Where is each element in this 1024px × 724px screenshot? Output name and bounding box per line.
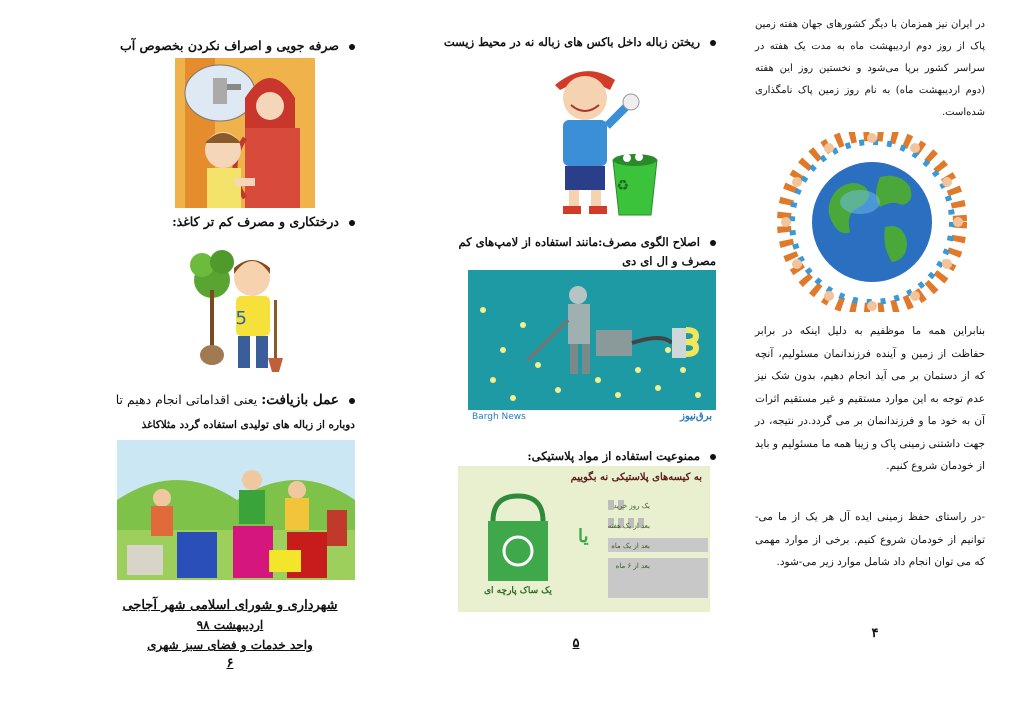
bullet-trash-bins xyxy=(436,32,716,52)
bullet-text: ممنوعیت استفاده از مواد پلاستیکی: xyxy=(527,449,700,463)
bag-row-label: بعد از یک هفته xyxy=(607,522,650,530)
bullet-consumption-pattern xyxy=(436,232,716,252)
bullet-dot xyxy=(349,44,355,50)
left-panel xyxy=(100,0,360,724)
plastic-bag-infographic xyxy=(458,466,710,612)
bag-caption: یک ساک پارچه ای xyxy=(484,586,552,596)
recycling-illustration xyxy=(117,440,355,580)
footer-date-text: اردیبهشت ۹۸ xyxy=(196,618,264,632)
bullet-dot xyxy=(710,454,716,460)
bullet-recycling xyxy=(95,390,355,410)
lamp-caption-en: Bargh News xyxy=(472,412,526,422)
bag-row-label: بعد از ۶ ماه xyxy=(615,562,650,570)
page-number-right: ۴ xyxy=(871,626,879,641)
bag-timeline xyxy=(608,496,650,576)
bullet-text: درختکاری و مصرف کم تر کاغذ: xyxy=(172,214,339,229)
bullet-dot xyxy=(349,220,355,226)
page-number-text: ۶ xyxy=(226,656,234,671)
footer-organization-text: شهرداری و شورای اسلامی شهر آجاجی xyxy=(122,598,338,613)
bullet-dot xyxy=(349,398,355,404)
page-number-text: ۵ xyxy=(572,636,580,651)
responsibility-paragraph: بنابراین همه ما موظفیم به دلیل اینکه در برابر حفاظت از زمین و آینده فرزندانمان مسئولیم، آنچه که از دستمان بر می آید انجام دهیم، بدون شک نیز عدم توجه به این موارد مستقیم و غیر مستقیم اثرات آن به خود ما و فرزندانمان بر می گردد.در نتیجه، در جهت داشتنی زمینی پاک و زیبا همه ما مسئولیم و باید از خودمان شروع کنیم. xyxy=(755,325,985,472)
bag-row-label: بعد از یک ماه xyxy=(611,542,650,550)
right-panel xyxy=(755,0,995,724)
page-number-left xyxy=(100,656,360,671)
energy-saving-lamp-illustration xyxy=(468,270,716,428)
bullet-plastic-ban xyxy=(436,446,716,466)
earth-children-illustration xyxy=(775,132,970,312)
svg-text:5: 5 xyxy=(235,308,247,329)
tree-planting-illustration xyxy=(190,240,290,380)
bag-or-text: یا xyxy=(578,526,589,547)
footer-date xyxy=(100,618,360,632)
bullet-text: یعنی اقداماتی انجام دهیم تا xyxy=(115,392,262,407)
middle-panel xyxy=(440,0,730,724)
bullet-text: اصلاح الگوی مصرف:مانند استفاده از لامپ‌های کم xyxy=(458,235,700,249)
recycling-description: دوباره از زباله های تولیدی استفاده گردد مثلاکاغذ xyxy=(141,419,355,431)
footer-organization xyxy=(100,598,360,613)
bullet-dot xyxy=(710,40,716,46)
water-saving-illustration xyxy=(175,58,315,208)
bag-header: به کیسه‌های پلاستیکی نه بگوییم xyxy=(570,472,702,483)
lamp-caption: برق‌نیوز xyxy=(680,411,712,422)
bullet-consumption-pattern-line2: مصرف و ال ای دی xyxy=(622,254,716,268)
svg-text:♻: ♻ xyxy=(616,178,629,194)
lamp-caption-bar xyxy=(468,410,716,428)
bullet-dot xyxy=(710,240,716,246)
bullet-text: صرفه جویی و اصراف نکردن بخصوص آب xyxy=(119,38,339,53)
footer-unit-text: واحد خدمات و فضای سبز شهری xyxy=(147,638,313,652)
bullet-text: ریختن زباله داخل باکس های زباله نه در محیط زیست xyxy=(443,35,700,49)
intro-paragraph: در ایران نیز همزمان با دیگر کشورهای جهان هفته زمین پاک از روز دوم اردیبهشت ماه به مدت یک هفته در سراسر کشور برپا می‌شود و نخستین روز این هفته (دوم اردیبهشت ماه) به نام روز زمین پاک نامگذاری شده‌است. xyxy=(755,19,985,118)
bullet-water-saving xyxy=(95,36,355,56)
page-number-middle xyxy=(436,636,716,651)
trash-boy-illustration xyxy=(535,60,665,220)
bullet-bold-text: عمل بازیافت: xyxy=(261,392,339,408)
bullet-tree-planting xyxy=(95,212,355,232)
bag-row-label: یک روز خرید xyxy=(613,502,650,510)
footer-unit xyxy=(100,638,360,652)
actions-paragraph: -در راستای حفظ زمینی ایده آل هر یک از ما می-توانیم از خودمان شروع کنیم. برخی از موارد مهمی که می توان انجام داد شامل موارد زیر می-شود. xyxy=(755,511,985,568)
